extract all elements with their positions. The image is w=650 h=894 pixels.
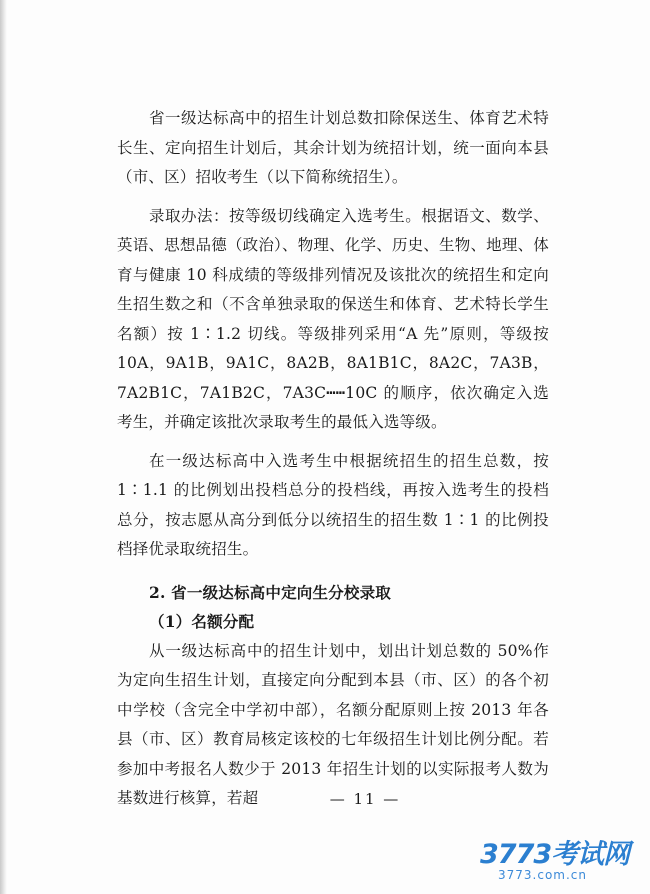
body-text xyxy=(117,104,549,814)
scan-edge-shadow xyxy=(0,0,7,894)
paragraph-quota-allocation: 从一级达标高中的招生计划中，划出计划总数的 50%作为定向生招生计划，直接定向分配到本县（市、区）的各个初中学校（含完全中学初中部），名额分配原则上按 2013 年各县（市、区）教育局核定该校的七年级招生计划比例分配。若参加中考报名人数少于 2013 年招生计划的以实际报考人数为基数进行核算，若超 xyxy=(117,641,549,807)
watermark-brand-digits: 3773 xyxy=(480,839,552,870)
subsection-heading: （1）名额分配 xyxy=(149,612,255,631)
watermark-brand-name: 考试网 xyxy=(551,839,630,870)
watermark-url: 3773.com.cn xyxy=(498,868,587,882)
page-number: — 11 — xyxy=(329,790,401,808)
site-watermark-logo xyxy=(480,832,629,871)
paragraph-score-line: 在一级达标高中入选考生中根据统招生的招生总数，按 1∶1.1 的比例划出投档总分的投档线，再按入选考生的投档总分，按志愿从高分到低分以统招生的招生数 1∶1 的比例投档择优录取统招生。 xyxy=(117,451,549,558)
paragraph-admission-method: 录取办法：按等级切线确定入选考生。根据语文、数学、英语、思想品德（政治）、物理、化学、历史、生物、地理、体育与健康 10 科成绩的等级排列情况及该批次的统招生和定向生招生数之和（不含单独录取的保送生和体育、艺术特长学生名额）按 1∶1.2 切线。等级排列采用“A 先”原则，等级按 10A，9A1B，9A1C，8A2B，8A1B1C，8A2C，7A3B，7A2B1C，7A1B2C，7A3C┅┅10C 的顺序，依次确定入选考生，并确定该批次录取考生的最低入选等级。 xyxy=(117,206,549,431)
paragraph-quota-definition: 省一级达标高中的招生计划总数扣除保送生、体育艺术特长生、定向招生计划后，其余计划为统招计划，统一面向本县（市、区）招收考生（以下简称统招生）。 xyxy=(117,109,549,186)
section-heading: 2. 省一级达标高中定向生分校录取 xyxy=(149,582,391,602)
